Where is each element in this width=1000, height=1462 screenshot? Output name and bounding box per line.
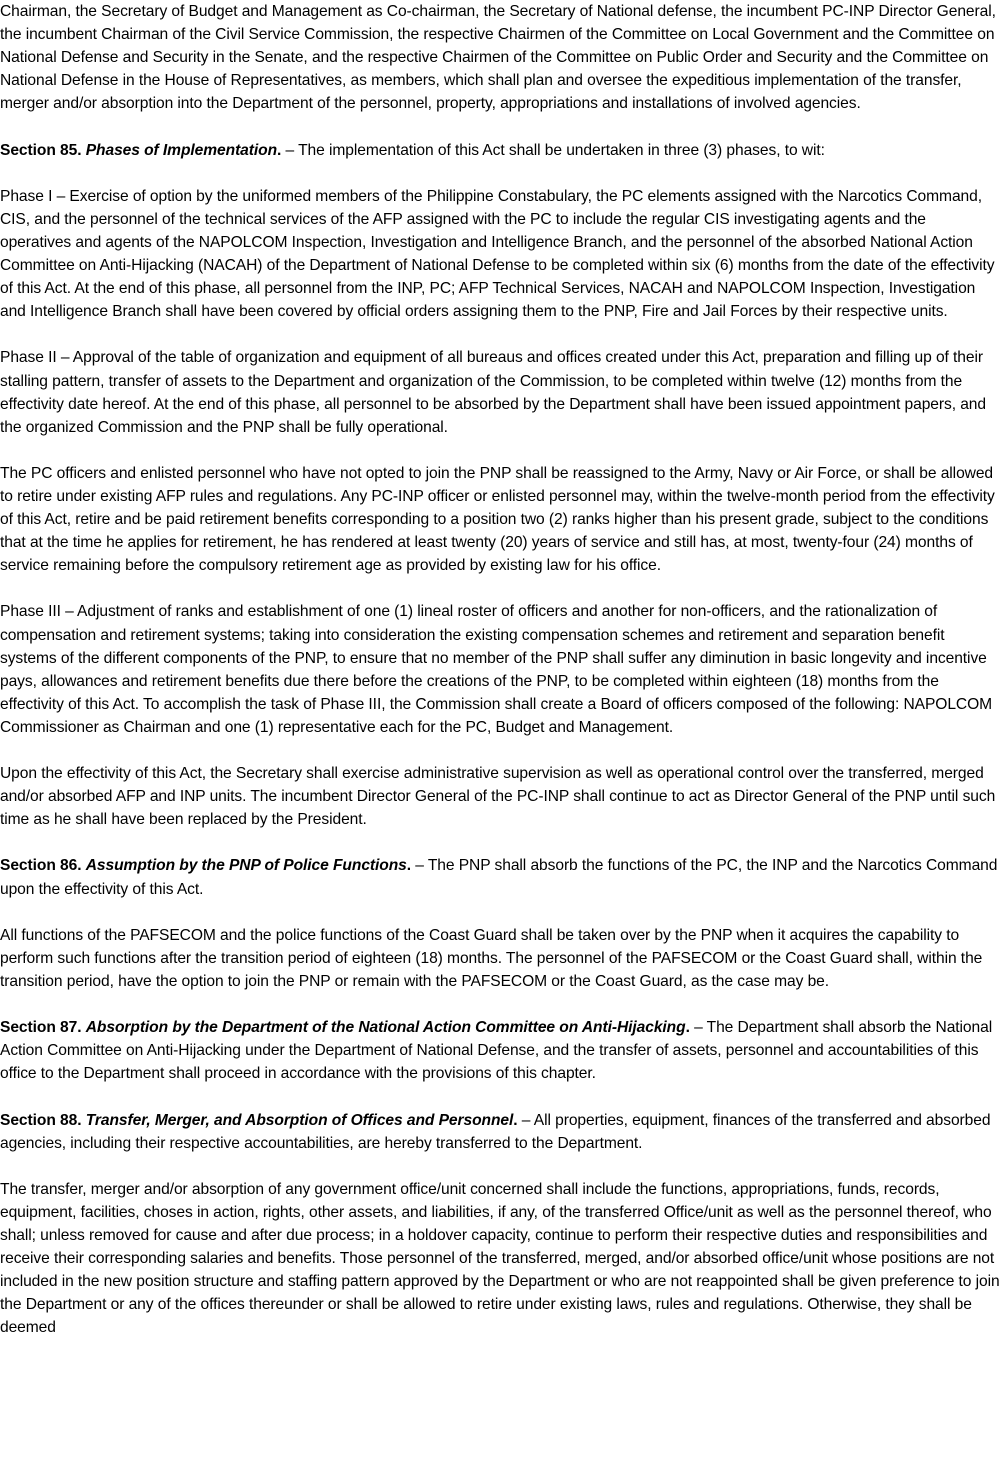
- paragraph-gap: [0, 439, 1000, 462]
- paragraph-transfer-merger: [0, 1178, 1000, 1340]
- section-number: Section 88.: [0, 1111, 82, 1129]
- paragraph-secretary-supervision: [0, 762, 1000, 831]
- section-title: [86, 1019, 686, 1036]
- paragraph-phase-3: [0, 600, 1000, 739]
- section-title: [86, 1112, 514, 1129]
- paragraph-gap: [0, 323, 1000, 346]
- paragraph-gap: [0, 993, 1000, 1016]
- section-text: – The Department shall absorb the National Action Committee on Anti-Hijacking under the Department of National Defense, and the transfer of assets, personnel and accountabilities of this office to the Department shall proceed in accordance with the provisions of this chapter.: [0, 1019, 993, 1083]
- section-title-text: Transfer, Merger, and Absorption of Offices and Personnel: [85, 1111, 514, 1129]
- section-number: Section 87.: [0, 1019, 82, 1037]
- paragraph-phase-2: [0, 346, 1000, 438]
- section-title: [86, 857, 407, 874]
- paragraph-phase-1: [0, 185, 1000, 324]
- section-85: [0, 139, 1000, 162]
- paragraph-text: The transfer, merger and/or absorption of any government office/unit concerned shall include the functions, appropriations, funds, records, equipment, facilities, choses in action, rights, other assets, and liabilities, if any, of the transferred Office/unit as well as the personnel thereof, who shall; unless removed for cause and after due process; in a holdover capacity, continue to perform their respective duties and responsibilities and receive their corresponding salaries and benefits. Those personnel of the transferred, merged, and/or absorbed office/unit whose positions are not included in the new position structure and staffing pattern approved by the Department or who are not reappointed shall be given preference to join the Department or any of the offices thereunder or shall be allowed to retire under existing laws, rules and regulations. Otherwise, they shall be deemed: [0, 1180, 1000, 1337]
- paragraph-gap: [0, 901, 1000, 924]
- section-number: Section 86.: [0, 857, 82, 875]
- section-title-text: Assumption by the PNP of Police Functions: [85, 857, 407, 875]
- paragraph-gap: [0, 115, 1000, 138]
- paragraph-text: Phase II – Approval of the table of organization and equipment of all bureaus and offices created under this Act, preparation and filling up of their stalling pattern, transfer of assets to the Department and organization of the Commission, to be completed within twelve (12) months from the effectivity date hereof. At the end of this phase, all personnel to be absorbed by the Department shall have been issued appointment papers, and the organized Commission and the PNP shall be fully operational.: [0, 349, 986, 436]
- section-title-period: .: [406, 857, 412, 875]
- paragraph-text: Chairman, the Secretary of Budget and Management as Co-chairman, the Secretary of National defense, the incumbent PC-INP Director General, the incumbent Chairman of the Civil Service Commission, the respective Chairmen of the Committee on Local Government and the Committee on National Defense and Security in the Senate, and the respective Chairmen of the Committee on Public Order and Security and the Committee on National Defense in the House of Representatives, as members, which shall plan and oversee the expeditious implementation of the transfer, merger and/or absorption into the Department of the personnel, property, appropriations and installations of involved agencies.: [0, 3, 996, 113]
- section-title-period: .: [685, 1019, 690, 1037]
- section-title-period: .: [513, 1111, 518, 1129]
- paragraph-text: Phase III – Adjustment of ranks and establishment of one (1) lineal roster of officers and another for non-officers, and the rationalization of compensation and retirement systems; taking into consideration the existing compensation schemes and retirement and separation benefit systems of the different components of the PNP, to ensure that no member of the PNP shall suffer any diminution in basic longevity and incentive pays, allowances and retirement benefits due there before the creations of the PNP, to be completed within eighteen (18) months from the effectivity of this Act. To accomplish the task of Phase III, the Commission shall create a Board of officers composed of the following: NAPOLCOM Commissioner as Chairman and one (1) representative each for the PC, Budget and Management.: [0, 603, 993, 736]
- paragraph-gap: [0, 577, 1000, 600]
- paragraph-gap: [0, 1085, 1000, 1108]
- paragraph-text: Upon the effectivity of this Act, the Secretary shall exercise administrative supervision as well as operational control over the transferred, merged and/or absorbed AFP and INP units. The incumbent Director General of the PC-INP shall continue to act as Director General of the PNP until such time as he shall have been replaced by the President.: [0, 765, 996, 829]
- paragraph-text: The PC officers and enlisted personnel who have not opted to join the PNP shall be reassigned to the Army, Navy or Air Force, or shall be allowed to retire under existing AFP rules and regulations. Any PC-INP officer or enlisted personnel may, within the twelve-month period from the effectivity of this Act, retire and be paid retirement benefits corresponding to a position two (2) ranks higher than his present grade, subject to the conditions that at the time he applies for retirement, he has rendered at least twenty (20) years of service and still has, at most, twenty-four (24) months of service remaining before the compulsory retirement age as provided by existing law for his office.: [0, 464, 995, 575]
- section-87: [0, 1016, 1000, 1085]
- section-number: Section 85.: [0, 141, 82, 159]
- section-text: – All properties, equipment, finances of the transferred and absorbed agencies, including their respective accountabilities, are hereby transferred to the Department.: [0, 1111, 991, 1152]
- paragraph-text: Phase I – Exercise of option by the uniformed members of the Philippine Constabulary, the PC elements assigned with the Narcotics Command, CIS, and the personnel of the technical services of the AFP assigned with the PC to include the regular CIS investigating agents and the operatives and agents of the NAPOLCOM Inspection, Investigation and Intelligence Branch, and the personnel of the absorbed National Action Committee on Anti-Hijacking (NACAH) of the Department of National Defense to be completed within six (6) months from the date of the effectivity of this Act. At the end of this phase, all personnel from the INP, PC; AFP Technical Services, NACAH and NAPOLCOM Inspection, Investigation and Intelligence Branch shall have been covered by official orders assigning them to the PNP, Fire and Jail Forces by their respective units.: [0, 187, 995, 321]
- paragraph-gap: [0, 1155, 1000, 1178]
- paragraph-text: All functions of the PAFSECOM and the police functions of the Coast Guard shall be taken over by the PNP when it acquires the capability to perform such functions after the transition period of eighteen (18) months. The personnel of the PAFSECOM or the Coast Guard shall, within the transition period, have the option to join the PNP or remain with the PAFSECOM or the Coast Guard, as the case may be.: [0, 926, 983, 990]
- section-text: – The PNP shall absorb the functions of the PC, the INP and the Narcotics Command upon the effectivity of this Act.: [0, 857, 998, 898]
- section-title-text: Phases of Implementation: [85, 141, 278, 159]
- paragraph-pc-officers: [0, 462, 1000, 577]
- paragraph-continuation: [0, 0, 1000, 115]
- section-86: [0, 854, 1000, 900]
- paragraph-pafsecom: [0, 924, 1000, 993]
- paragraph-gap: [0, 739, 1000, 762]
- section-88: [0, 1109, 1000, 1155]
- section-title: [86, 142, 277, 159]
- paragraph-gap: [0, 831, 1000, 854]
- section-title-text: Absorption by the Department of the National Action Committee on Anti-Hijacking: [85, 1019, 686, 1037]
- section-text: – The implementation of this Act shall be undertaken in three (3) phases, to wit:: [281, 141, 825, 159]
- section-title-period: .: [277, 141, 282, 159]
- paragraph-gap: [0, 162, 1000, 185]
